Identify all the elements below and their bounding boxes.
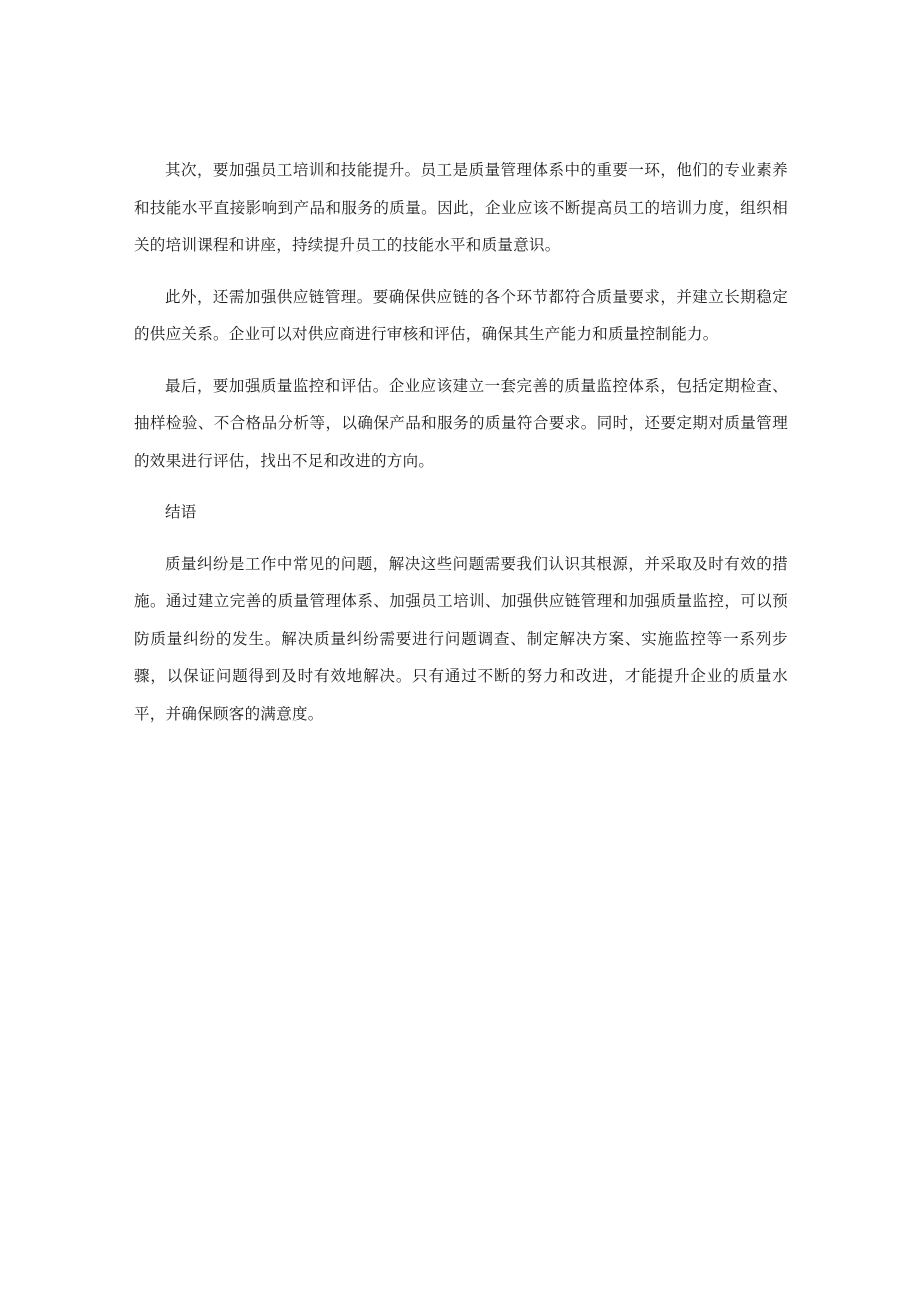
conclusion-heading: 结语 (165, 503, 197, 521)
paragraph-quality-monitoring: 最后，要加强质量监控和评估。企业应该建立一套完善的质量监控体系，包括定期检查、抽样检验、不合格品分析等，以确保产品和服务的质量符合要求。同时，还要定期对质量管理的效果进行评估，找出不足和改进的方向。 (134, 376, 788, 470)
paragraph-supply-chain: 此外，还需加强供应链管理。要确保供应链的各个环节都符合质量要求，并建立长期稳定的供应关系。企业可以对供应商进行审核和评估，确保其生产能力和质量控制能力。 (134, 287, 788, 343)
document-body (134, 152, 788, 747)
paragraph-employee-training: 其次，要加强员工培训和技能提升。员工是质量管理体系中的重要一环，他们的专业素养和技能水平直接影响到产品和服务的质量。因此，企业应该不断提高员工的培训力度，组织相关的培训课程和讲座，持续提升员工的技能水平和质量意识。 (134, 161, 788, 254)
paragraph-conclusion: 质量纠纷是工作中常见的问题，解决这些问题需要我们认识其根源，并采取及时有效的措施。通过建立完善的质量管理体系、加强员工培训、加强供应链管理和加强质量监控，可以预防质量纠纷的发生。解决质量纠纷需要进行问题调查、制定解决方案、实施监控等一系列步骤，以保证问题得到及时有效地解决。只有通过不断的努力和改进，才能提升企业的质量水平，并确保顾客的满意度。 (134, 554, 788, 723)
